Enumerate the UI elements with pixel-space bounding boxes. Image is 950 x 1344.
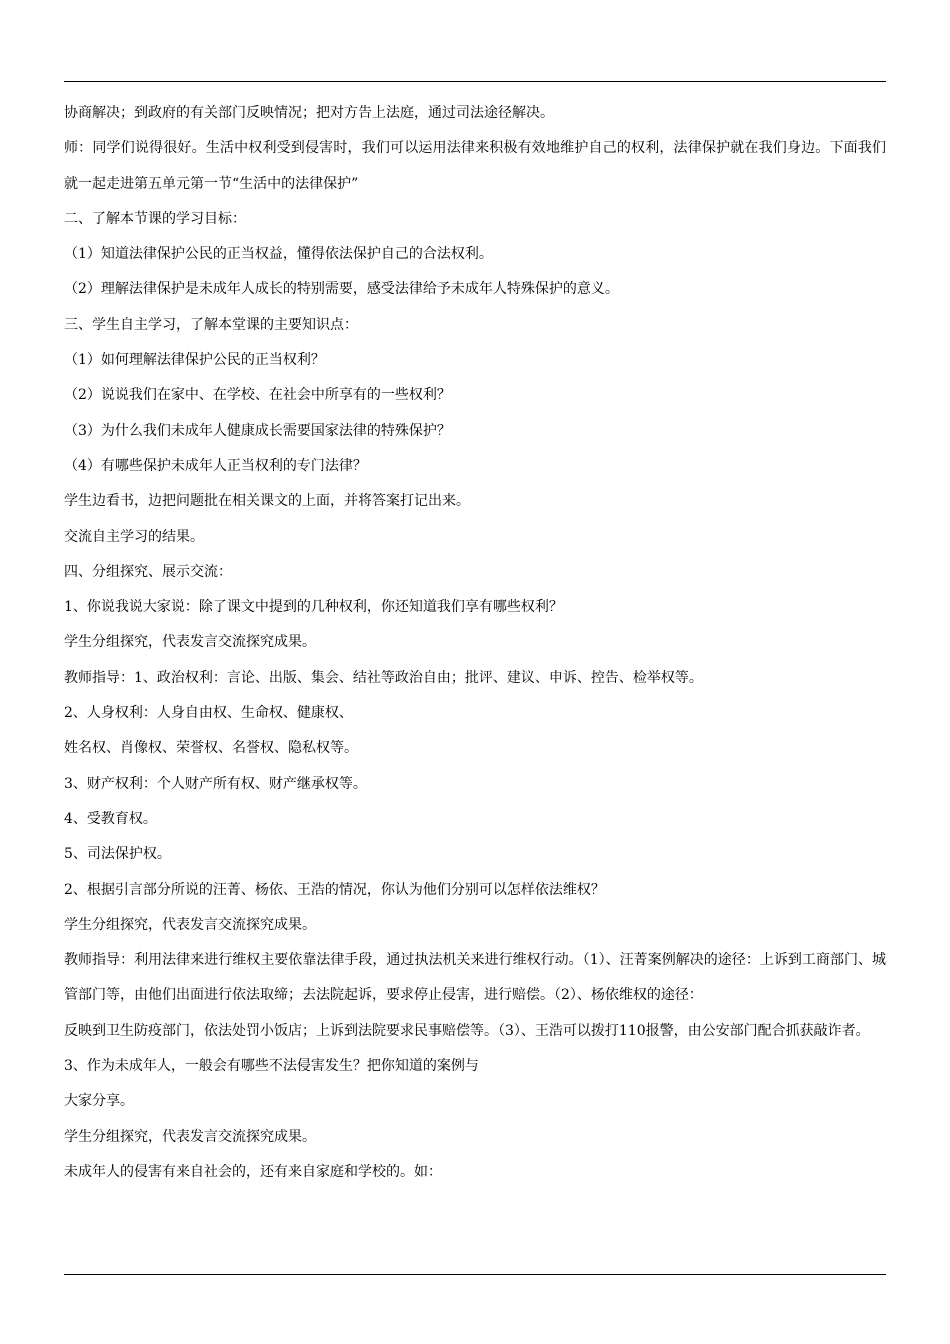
list-item: （2）说说我们在家中、在学校、在社会中所享有的一些权利？ [64,387,451,404]
paragraph: 未成年人的侵害有来自社会的，还有来自家庭和学校的。如： [64,1163,442,1180]
paragraph: 教师指导：1、政治权利：言论、出版、集会、结社等政治自由；批评、建议、申诉、控告、检举权等。 [64,669,703,686]
paragraph: 协商解决；到政府的有关部门反映情况；把对方告上法庭，通过司法途径解决。 [64,105,554,121]
paragraph: 大家分享。 [64,1093,134,1110]
list-item: （4）有哪些保护未成年人正当权利的专门法律？ [64,457,367,474]
paragraph: 2、人身权利：人身自由权、生命权、健康权、 [64,705,353,722]
paragraph: 反映到卫生防疫部门，依法处罚小饭店；上诉到法院要求民事赔偿等。（3）、王浩可以拨打110报警，由公安部门配合抓获敲诈者。 [64,1022,870,1039]
list-item: （1）知道法律保护公民的正当权益，懂得依法保护自己的合法权利。 [64,246,493,263]
paragraph: 4、受教育权。 [64,810,157,827]
list-item: （3）为什么我们未成年人健康成长需要国家法律的特殊保护？ [64,422,451,439]
paragraph: 3、财产权利：个人财产所有权、财产继承权等。 [64,775,367,792]
paragraph: 教师指导：利用法律来进行维权主要依靠法律手段，通过执法机关来进行维权行动。（1）、汪菁案例解决的途径：上诉到工商部门、城管部门等，由他们出面进行依法取缔；去法院起诉，要求停止侵害，进行赔偿。（2）、杨依维权的途径： [64,952,886,1004]
header-rule [64,81,886,82]
list-item: （1）如何理解法律保护公民的正当权利？ [64,352,325,369]
section-heading: 三、学生自主学习，了解本堂课的主要知识点： [64,316,358,333]
document-body [64,96,886,1190]
paragraph: 交流自主学习的结果。 [64,528,204,545]
section-heading: 四、分组探究、展示交流： [64,563,232,580]
paragraph: 2、根据引言部分所说的汪菁、杨依、王浩的情况，你认为他们分别可以怎样依法维权？ [64,881,605,898]
paragraph: 学生分组探究，代表发言交流探究成果。 [64,1128,316,1145]
paragraph: 师：同学们说得很好。生活中权利受到侵害时，我们可以运用法律来积极有效地维护自己的权利，法律保护就在我们身边。下面我们就一起走进第五单元第一节“生活中的法律保护” [64,140,886,192]
paragraph: 学生边看书，边把问题批在相关课文的上面，并将答案打记出来。 [64,493,470,510]
section-heading: 二、了解本节课的学习目标： [64,210,246,227]
paragraph: 学生分组探究，代表发言交流探究成果。 [64,916,316,933]
paragraph: 5、司法保护权。 [64,846,171,863]
list-item: （2）理解法律保护是未成年人成长的特别需要，感受法律给予未成年人特殊保护的意义。 [64,281,619,298]
paragraph: 姓名权、肖像权、荣誉权、名誉权、隐私权等。 [64,740,358,757]
paragraph: 学生分组探究，代表发言交流探究成果。 [64,634,316,651]
paragraph: 1、你说我说大家说：除了课文中提到的几种权利，你还知道我们享有哪些权利？ [64,599,563,616]
footer-rule [64,1274,886,1275]
paragraph: 3、作为未成年人，一般会有哪些不法侵害发生？把你知道的案例与 [64,1058,479,1075]
